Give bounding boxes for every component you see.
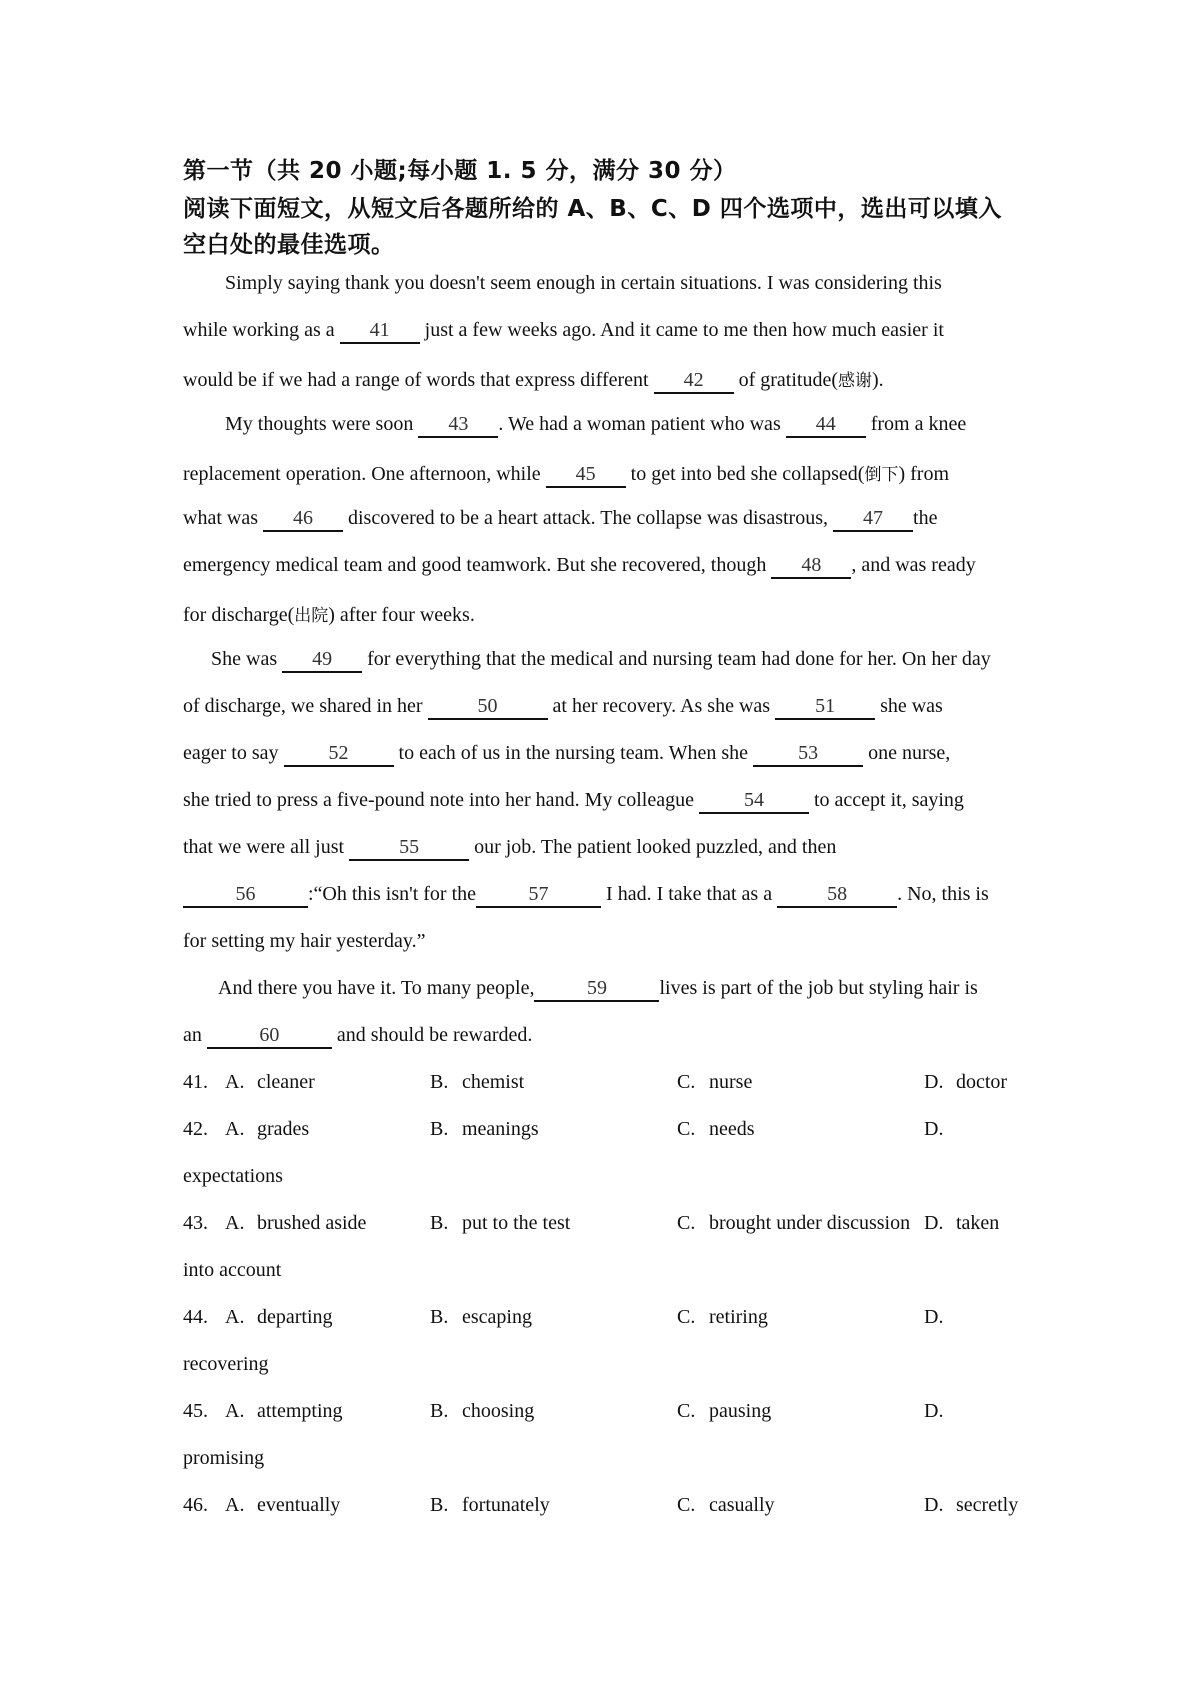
passage-text: . We had a woman patient who was xyxy=(498,413,781,435)
option-letter: A. xyxy=(225,1306,245,1328)
passage-text: replacement operation. One afternoon, while xyxy=(183,463,541,485)
question-number: 42. xyxy=(183,1118,208,1140)
passage-line xyxy=(183,836,836,861)
option-a xyxy=(225,1306,333,1329)
blank-46: 46 xyxy=(263,508,343,532)
instruction-line-1: 阅读下面短文，从短文后各题所给的 A、B、C、D 四个选项中，选出可以填入 xyxy=(183,196,1002,222)
passage-text: from a knee xyxy=(870,413,967,435)
option-text: departing xyxy=(257,1306,333,1328)
option-c xyxy=(677,1494,775,1517)
option-letter: B. xyxy=(430,1212,449,1234)
passage-line xyxy=(183,319,944,344)
option-row xyxy=(0,1071,1200,1101)
option-letter: C. xyxy=(677,1212,696,1234)
option-letter: A. xyxy=(225,1494,245,1516)
blank-49: 49 xyxy=(282,649,362,673)
passage-text: an xyxy=(183,1024,202,1046)
option-a xyxy=(225,1118,309,1141)
blank-57: 57 xyxy=(476,884,601,908)
option-d xyxy=(924,1306,956,1329)
option-letter: D. xyxy=(924,1400,944,1422)
passage-text: she was xyxy=(880,695,943,717)
option-b xyxy=(430,1400,534,1423)
option-text: choosing xyxy=(462,1400,535,1422)
passage-text: My thoughts were soon xyxy=(225,413,414,435)
option-wrap-text: into account xyxy=(183,1259,282,1281)
option-row xyxy=(0,1494,1200,1524)
option-letter: C. xyxy=(677,1306,696,1328)
passage-text: to accept it, saying xyxy=(813,789,964,811)
passage-line xyxy=(183,366,884,394)
passage-text: would be if we had a range of words that express different xyxy=(183,369,649,391)
option-text: doctor xyxy=(956,1071,1008,1093)
option-text: retiring xyxy=(709,1306,768,1328)
option-text: taken xyxy=(956,1212,1000,1234)
instruction-line-2: 空白处的最佳选项。 xyxy=(183,232,395,258)
option-text: eventually xyxy=(257,1494,341,1516)
option-d xyxy=(924,1118,956,1141)
option-text: brushed aside xyxy=(257,1212,367,1234)
passage-text: Simply saying thank you doesn't seem enough in certain situations. I was considering this xyxy=(225,272,942,294)
gloss-text: 出院 xyxy=(294,606,329,626)
passage-text: emergency medical team and good teamwork. But she recovered, though xyxy=(183,554,767,576)
passage-text: ) from xyxy=(898,463,950,485)
option-letter: C. xyxy=(677,1118,696,1140)
passage-text: and should be rewarded. xyxy=(336,1024,533,1046)
blank-50: 50 xyxy=(428,696,548,720)
option-letter: D. xyxy=(924,1071,944,1093)
option-d xyxy=(924,1212,999,1235)
option-text: escaping xyxy=(462,1306,532,1328)
passage-text: of gratitude( xyxy=(738,369,838,391)
option-row xyxy=(0,1306,1200,1336)
passage-text: . No, this is xyxy=(897,883,989,905)
passage-text: to each of us in the nursing team. When she xyxy=(398,742,749,764)
passage-text: ). xyxy=(872,369,884,391)
blank-54: 54 xyxy=(699,790,809,814)
option-letter: C. xyxy=(677,1400,696,1422)
option-text: pausing xyxy=(709,1400,772,1422)
passage-text: the xyxy=(913,507,938,529)
passage-text: discovered to be a heart attack. The collapse was disastrous, xyxy=(347,507,829,529)
option-letter: B. xyxy=(430,1118,449,1140)
passage-text: for discharge( xyxy=(183,604,295,626)
option-c xyxy=(677,1071,752,1094)
option-b xyxy=(430,1071,524,1094)
passage-line xyxy=(183,695,943,720)
passage-text: that we were all just xyxy=(183,836,345,858)
passage-line xyxy=(183,601,475,627)
passage-line xyxy=(183,789,964,814)
blank-55: 55 xyxy=(349,837,469,861)
option-text: secretly xyxy=(956,1494,1019,1516)
option-b xyxy=(430,1306,532,1329)
blank-52: 52 xyxy=(284,743,394,767)
option-c xyxy=(677,1118,755,1141)
passage-line xyxy=(218,977,978,1002)
passage-text: for setting my hair yesterday.” xyxy=(183,930,426,952)
blank-56: 56 xyxy=(183,884,308,908)
passage-line xyxy=(183,460,949,488)
passage-line xyxy=(183,1024,532,1049)
option-text: put to the test xyxy=(462,1212,571,1234)
blank-43: 43 xyxy=(418,414,498,438)
option-c xyxy=(677,1212,910,1235)
question-number: 43. xyxy=(183,1212,208,1234)
passage-line xyxy=(183,554,976,579)
option-c xyxy=(677,1306,768,1329)
option-text: brought under discussion xyxy=(709,1212,911,1234)
option-a xyxy=(225,1071,315,1094)
option-d xyxy=(924,1071,1007,1094)
option-letter: D. xyxy=(924,1306,944,1328)
question-number: 46. xyxy=(183,1494,208,1516)
option-letter: D. xyxy=(924,1212,944,1234)
question-number: 45. xyxy=(183,1400,208,1422)
passage-text: our job. The patient looked puzzled, and then xyxy=(474,836,837,858)
option-letter: C. xyxy=(677,1494,696,1516)
option-row xyxy=(0,1212,1200,1242)
option-a xyxy=(225,1400,343,1423)
passage-text: at her recovery. As she was xyxy=(552,695,771,717)
passage-line xyxy=(183,930,426,953)
passage-text: I had. I take that as a xyxy=(606,883,773,905)
blank-59: 59 xyxy=(534,978,659,1002)
blank-41: 41 xyxy=(340,320,420,344)
option-text: meanings xyxy=(462,1118,539,1140)
option-text: attempting xyxy=(257,1400,343,1422)
option-letter: A. xyxy=(225,1118,245,1140)
passage-text: of discharge, we shared in her xyxy=(183,695,423,717)
blank-47: 47 xyxy=(833,508,913,532)
option-letter: B. xyxy=(430,1494,449,1516)
passage-text: eager to say xyxy=(183,742,279,764)
passage-text: just a few weeks ago. And it came to me then how much easier it xyxy=(424,319,944,341)
passage-text: to get into bed she collapsed( xyxy=(630,463,865,485)
passage-line xyxy=(183,742,950,767)
question-number: 44. xyxy=(183,1306,208,1328)
option-text: cleaner xyxy=(257,1071,315,1093)
option-b xyxy=(430,1494,550,1517)
option-a xyxy=(225,1212,366,1235)
option-letter: B. xyxy=(430,1400,449,1422)
question-number: 41. xyxy=(183,1071,208,1093)
option-c xyxy=(677,1400,771,1423)
passage-text: And there you have it. To many people, xyxy=(218,977,535,999)
option-d xyxy=(924,1494,1018,1517)
section-heading: 第一节（共 20 小题;每小题 1. 5 分，满分 30 分） xyxy=(183,158,737,184)
passage-text: for everything that the medical and nursing team had done for her. On her day xyxy=(367,648,991,670)
option-letter: A. xyxy=(225,1400,245,1422)
option-wrap-text: recovering xyxy=(183,1353,269,1375)
passage-text: ) after four weeks. xyxy=(328,604,475,626)
option-letter: A. xyxy=(225,1212,245,1234)
passage-text: she tried to press a five-pound note into her hand. My colleague xyxy=(183,789,694,811)
blank-51: 51 xyxy=(775,696,875,720)
option-a xyxy=(225,1494,340,1517)
option-b xyxy=(430,1118,539,1141)
blank-53: 53 xyxy=(753,743,863,767)
passage-line xyxy=(225,413,966,438)
option-letter: C. xyxy=(677,1071,696,1093)
option-letter: D. xyxy=(924,1118,944,1140)
passage-line xyxy=(183,883,989,908)
option-letter: A. xyxy=(225,1071,245,1093)
gloss-text: 倒下 xyxy=(864,465,899,485)
passage-text: one nurse, xyxy=(868,742,951,764)
passage-line xyxy=(183,507,937,532)
gloss-text: 感谢 xyxy=(838,371,872,391)
option-d xyxy=(924,1400,956,1423)
option-wrap-text: promising xyxy=(183,1447,265,1469)
blank-48: 48 xyxy=(771,555,851,579)
passage-text: what was xyxy=(183,507,258,529)
passage-text: , and was ready xyxy=(851,554,976,576)
blank-60: 60 xyxy=(207,1025,332,1049)
option-text: fortunately xyxy=(462,1494,550,1516)
option-row xyxy=(0,1400,1200,1430)
option-letter: B. xyxy=(430,1071,449,1093)
passage-text: while working as a xyxy=(183,319,335,341)
passage-line xyxy=(225,272,942,295)
option-row xyxy=(0,1118,1200,1148)
option-text: chemist xyxy=(462,1071,525,1093)
option-b xyxy=(430,1212,570,1235)
passage-text: She was xyxy=(211,648,278,670)
passage-text: lives is part of the job but styling hair is xyxy=(659,977,978,999)
blank-42: 42 xyxy=(654,370,734,394)
option-text: grades xyxy=(257,1118,310,1140)
option-wrap-text: expectations xyxy=(183,1165,283,1187)
passage-text: :“Oh this isn't for the xyxy=(308,883,477,905)
option-letter: B. xyxy=(430,1306,449,1328)
option-text: casually xyxy=(709,1494,775,1516)
blank-58: 58 xyxy=(777,884,897,908)
passage-line xyxy=(211,648,991,673)
option-text: needs xyxy=(709,1118,755,1140)
blank-44: 44 xyxy=(786,414,866,438)
option-text: nurse xyxy=(709,1071,753,1093)
option-letter: D. xyxy=(924,1494,944,1516)
blank-45: 45 xyxy=(546,464,626,488)
